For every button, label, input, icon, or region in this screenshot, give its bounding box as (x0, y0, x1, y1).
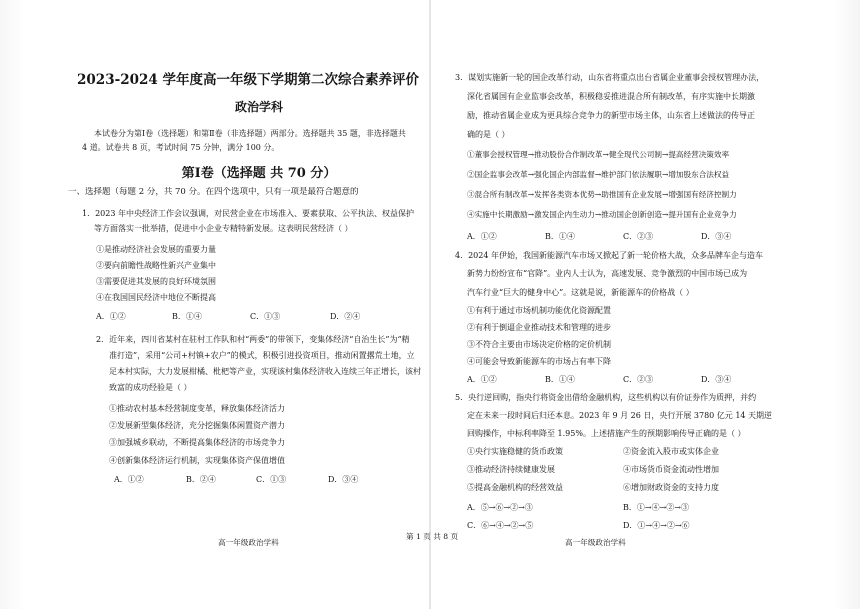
q2-choice-b: B．②④ (186, 475, 216, 484)
q1-choice-a: A．①② (96, 312, 126, 321)
q1-choice-b: B．①④ (172, 312, 202, 321)
q1-stem-2: 等方面落实一批举措，促进中小企业专精特新发展。这表明民营经济（ ） (94, 224, 353, 233)
q5-stem-2: 定在未来一段时间后归还本息。2023 年 9 月 26 日，央行开展 3780 亿元 14 天期逆 (467, 411, 773, 420)
q5-stem-1: 5．央行逆回购，指央行将资金出借给金融机构，这些机构以有价证券作为质押，并约 (455, 393, 757, 402)
q1-item: ④在我国国民经济中地位不断提高 (96, 293, 216, 302)
left-footer: 高一年级政治学科 (218, 538, 279, 547)
q1-item: ②要向前瞻性战略性新兴产业集中 (96, 261, 216, 270)
q2-choice-d: D．③④ (328, 475, 359, 484)
q5-choice-c: C．⑥→④→②→⑤ (467, 521, 534, 530)
q4-item: ②有利于倒逼企业推动技术和管理的进步 (467, 323, 611, 332)
q5-item: ④市场货币资金流动性增加 (623, 465, 719, 474)
section-heading: 第Ⅰ卷（选择题 共 70 分） (181, 166, 337, 181)
q2-stem-1: 2．近年来，四川省某村在驻村工作队和村“两委”的带领下，变集体经济“自治生长”为“精 (96, 335, 410, 344)
q2-stem-4: 致富的成功经验是（ ） (109, 383, 192, 392)
q2-item: ①推动农村基本经营制度变革，释放集体经济活力 (109, 404, 285, 413)
q1-item: ③需要促进其发展的良好环境氛围 (96, 277, 216, 286)
q4-stem-2: 新势力纷纷宣布“官降”。业内人士认为，高速发展、竞争激烈的中国市场已成为 (467, 269, 748, 278)
intro-line-2: 4 道。试卷共 8 页，考试时间 75 分钟，满分 100 分。 (82, 143, 280, 152)
q5-choice-a: A．⑤→⑥→②→③ (467, 503, 533, 512)
choice-instruction: 一、选择题（每题 2 分，共 70 分。在四个选项中，只有一项是最符合题意的 (68, 187, 359, 197)
intro-line-1: 本试卷分为第Ⅰ卷（选择题）和第Ⅱ卷（非选择题）两部分。选择题共 35 题，非选择题共 (94, 129, 406, 138)
q3-stem-2: 深化省属国有企业监事会改革，积极稳妥推进混合所有制改革，有序实施中长期激 (467, 92, 755, 101)
right-column (455, 0, 777, 609)
q4-choice-b: B．①④ (545, 375, 575, 384)
q3-item: ③混合所有制改革→发挥各类资本优势→助推国有企业发展→增强国有经济控制力 (467, 190, 737, 199)
q2-stem-3: 足本村实际，大力发展柑橘、枇杷等产业，实现该村集体经济收入连续三年正增长，该村 (109, 367, 421, 376)
q3-choice-c: C．②③ (623, 232, 654, 241)
q3-choice-b: B．①④ (545, 232, 575, 241)
q2-choice-a: A．①② (114, 475, 144, 484)
q5-item: ②资金流入股市或实体企业 (623, 447, 719, 456)
left-column (68, 0, 459, 609)
q2-item: ④创新集体经济运行机制，实现集体资产保值增值 (109, 456, 285, 465)
q5-choice-b: B．①→④→②→③ (623, 503, 689, 512)
q5-item: ①央行实施稳健的货币政策 (467, 447, 563, 456)
q3-stem-3: 励，推动省属企业成为更具综合竞争力的新型市场主体，山东省上述做法的传导正 (467, 111, 755, 120)
q5-item: ③推动经济持续健康发展 (467, 465, 555, 474)
exam-subtitle: 政治学科 (234, 100, 283, 114)
right-footer: 高一年级政治学科 (565, 538, 626, 547)
q3-stem-4: 确的是（ ） (467, 130, 510, 139)
q5-stem-3: 回购操作，中标利率降至 1.95%。上述措施产生的预期影响传导正确的是（ ） (467, 429, 746, 438)
q3-choice-d: D．③④ (701, 232, 732, 241)
q4-stem-3: 汽车行业“巨大的健身中心”。这就是说，新能源车的价格战（ ） (467, 288, 694, 297)
q3-stem-1: 3．谋划实施新一轮的国企改革行动，山东省将重点出台省属企业董事会授权管理办法， (455, 73, 765, 82)
q3-item: ④实施中长期激励→激发国企内生动力→推动国企创新创造→提升国有企业竞争力 (467, 210, 737, 219)
q1-item: ①是推动经济社会发展的重要力量 (96, 245, 216, 254)
q1-choice-d: D．②④ (330, 312, 361, 321)
q4-item: ①有利于通过市场机制功能优化资源配置 (467, 306, 611, 315)
q4-choice-c: C．②③ (623, 375, 654, 384)
exam-title: 2023-2024 学年度高一年级下学期第二次综合素养评价 (77, 72, 419, 88)
q2-item: ③加强城乡联动，不断提高集体经济的市场竞争力 (109, 438, 285, 447)
q5-choice-d: D．①→④→②→⑥ (623, 521, 690, 530)
q3-item: ②国企监事会改革→强化国企内部监督→维护部门依法履职→增加股东合法权益 (467, 170, 730, 179)
q4-item: ④可能会导致新能源车的市场占有率下降 (467, 357, 611, 366)
q3-choice-a: A．①② (467, 232, 497, 241)
q4-choice-d: D．③④ (701, 375, 732, 384)
q1-choice-c: C．①③ (250, 312, 281, 321)
q1-stem-1: 1．2023 年中央经济工作会议强调，对民营企业在市场准入、要素获取、公平执法、权益保护 (82, 209, 414, 218)
q3-item: ①董事会授权管理→推动股份合作制改革→健全现代公司制→提高经营决策效率 (467, 150, 730, 159)
q4-stem-1: 4．2024 年伊始，我国新能源汽车市场又掀起了新一轮价格大战，众多品牌车企与造车 (455, 251, 763, 260)
q2-item: ②发展新型集体经济，充分挖掘集体闲置资产潜力 (109, 421, 285, 430)
q5-item: ⑥增加财政资金的支持力度 (623, 483, 719, 492)
q2-stem-2: 准打造”，采用“公司+村镇+农户”的模式，积极引进投资项目，推动闲置撂荒土地，立 (109, 351, 415, 360)
q4-choice-a: A．①② (467, 375, 497, 384)
q4-item: ③不符合主要由市场决定价格的定价机制 (467, 340, 611, 349)
page-number: 第 1 页 共 8 页 (406, 532, 459, 541)
q2-choice-c: C．①③ (256, 475, 287, 484)
q5-item: ⑤提高金融机构的经营效益 (467, 483, 563, 492)
